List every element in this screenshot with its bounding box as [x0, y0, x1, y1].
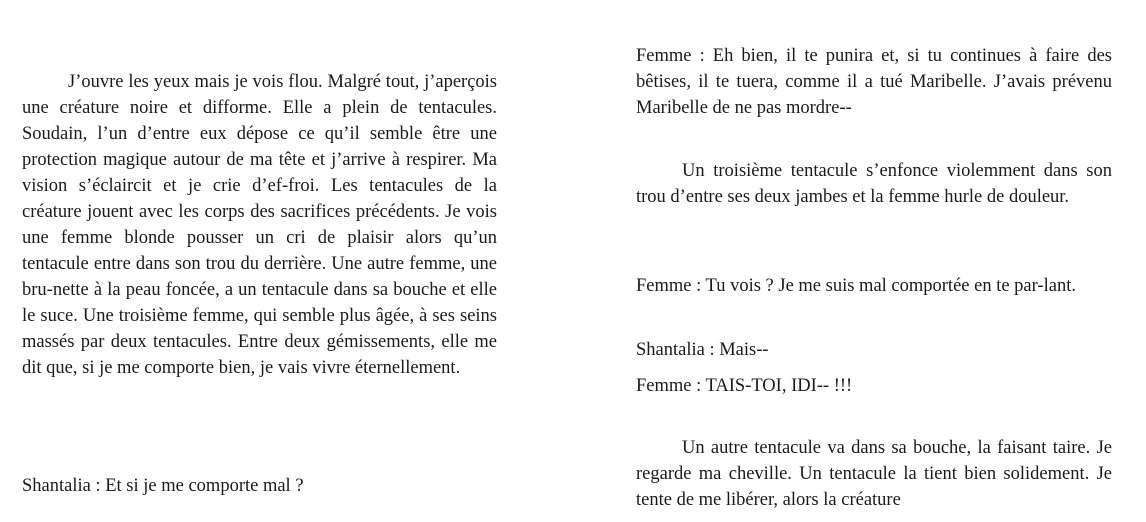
narration-paragraph: Un autre tentacule va dans sa bouche, la faisant taire. Je regarde ma cheville. Un tentacule la tient bien solidement. Je tente de me libérer, alors la créature	[636, 438, 1112, 510]
narration-paragraph: J’ouvre les yeux mais je vois flou. Malgré tout, j’aperçois une créature noire et difforme. Elle a plein de tentacules. Soudain, l’un d’entre eux dépose ce qu’il semble être une protection magique autour de ma tête et j’arrive à respirer. Ma vision s’éclaircit et je crie d’ef-froi. Les tentacules de la créature jouent avec les corps des sacrifices précédents. Je vois une femme blonde pousser un cri de plaisir alors qu’un tentacule entre dans son trou du derrière. Une autre femme, une bru-nette à la peau foncée, a un tentacule dans sa bouche et elle le suce. Une troisième femme, qui semble plus âgée, à ses seins massés par deux tentacules. Entre deux gémissements, elle me dit que, si je me comporte bien, je vais vivre éternellement.	[22, 72, 497, 378]
dialogue-line: Femme : Tu vois ? Je me suis mal comportée en te par-lant.	[636, 276, 1076, 296]
dialogue-line: Shantalia : Et si je me comporte mal ?	[22, 476, 304, 496]
narration-paragraph: Un troisième tentacule s’enfonce violemment dans son trou d’entre ses deux jambes et la femme hurle de douleur.	[636, 161, 1112, 207]
dialogue-line: Femme : Eh bien, il te punira et, si tu continues à faire des bêtises, il te tuera, comme il a tué Maribelle. J’avais prévenu Maribelle de ne pas mordre--	[636, 46, 1112, 118]
dialogue-line: Femme : TAIS-TOI, IDI-- !!!	[636, 376, 853, 396]
left-page	[22, 0, 497, 522]
dialogue-line: Shantalia : Mais--	[636, 340, 769, 360]
right-page	[636, 0, 1112, 522]
